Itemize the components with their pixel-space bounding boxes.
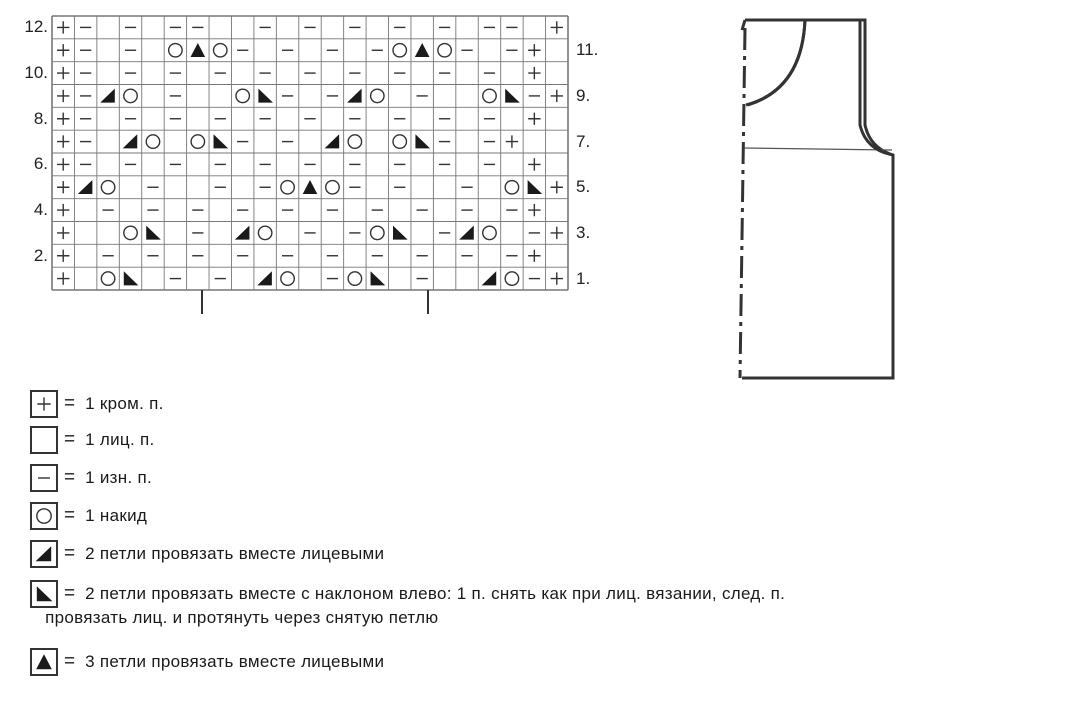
legend-text — [85, 426, 154, 452]
k2tog-icon — [325, 134, 340, 148]
legend-symbol — [30, 540, 58, 568]
armhole-line — [743, 148, 892, 150]
yarn-over-icon — [124, 89, 137, 102]
legend-item-yo — [30, 502, 147, 530]
ssk-icon — [393, 226, 408, 240]
garment-schematic — [720, 0, 920, 400]
edge-stitch-icon — [57, 67, 69, 79]
legend-text-line: 1 накид — [85, 506, 148, 525]
ssk-icon — [528, 180, 543, 194]
legend-text-line: 2 петли провязать вместе лицевыми — [85, 544, 385, 563]
yarn-over-icon — [37, 509, 51, 523]
k3tog-icon — [415, 43, 430, 57]
edge-stitch-icon — [528, 44, 540, 56]
row-number-3: 3. — [576, 222, 591, 242]
legend-item-knit — [30, 426, 155, 454]
legend-text — [85, 648, 384, 674]
row-number-9: 9. — [576, 85, 591, 105]
k2tog-icon — [78, 180, 93, 194]
row-number-11: 11. — [576, 40, 599, 60]
edge-stitch-icon — [57, 250, 69, 262]
legend-text — [85, 502, 147, 528]
knitting-chart — [0, 0, 600, 330]
row-number-7: 7. — [576, 131, 591, 151]
yarn-over-icon — [236, 89, 249, 102]
yarn-over-icon — [281, 272, 294, 285]
legend-equals: = — [64, 543, 76, 564]
legend-text-line: 2 петли провязать вместе с наклоном влево: 1 п. снять как при лиц. вязании, след. п. — [85, 584, 786, 603]
legend-item-k2tog — [30, 540, 384, 568]
yarn-over-icon — [146, 135, 159, 148]
yarn-over-icon — [169, 44, 182, 57]
legend-equals: = — [64, 505, 76, 526]
edge-stitch-icon — [551, 227, 563, 239]
garment-outline — [742, 20, 893, 378]
yarn-over-icon — [101, 272, 114, 285]
edge-stitch-icon — [506, 135, 518, 147]
legend-symbol — [30, 580, 58, 608]
legend-equals: = — [64, 583, 76, 604]
ssk-icon — [146, 226, 161, 240]
row-number-2: 2. — [33, 245, 48, 265]
yarn-over-icon — [214, 44, 227, 57]
ssk-icon — [415, 134, 430, 148]
edge-stitch-icon — [57, 113, 69, 125]
k3tog-icon — [36, 654, 52, 669]
legend-text-line: 1 кром. п. — [85, 394, 164, 413]
yarn-over-icon — [281, 181, 294, 194]
ssk-icon — [37, 586, 53, 601]
chart-grid — [52, 16, 568, 290]
legend-equals: = — [64, 393, 76, 414]
k3tog-icon — [303, 180, 318, 194]
legend-item-purl — [30, 464, 152, 492]
legend-symbol — [30, 502, 58, 530]
edge-stitch-icon — [528, 113, 540, 125]
legend-equals: = — [64, 429, 76, 450]
yarn-over-icon — [101, 181, 114, 194]
edge-stitch-icon — [551, 90, 563, 102]
row-number-6: 6. — [33, 154, 48, 174]
row-number-1: 1. — [576, 268, 591, 288]
yarn-over-icon — [348, 272, 361, 285]
edge-stitch-icon — [57, 21, 69, 33]
ssk-icon — [214, 134, 229, 148]
yarn-over-icon — [191, 135, 204, 148]
ssk-icon — [505, 89, 520, 103]
k2tog-icon — [482, 271, 497, 285]
yarn-over-icon — [438, 44, 451, 57]
legend-symbol — [30, 464, 58, 492]
ssk-icon — [124, 271, 139, 285]
k2tog-icon — [100, 89, 115, 103]
edge-stitch-icon — [528, 158, 540, 170]
legend-text — [85, 540, 384, 566]
k2tog-icon — [36, 546, 52, 561]
yarn-over-icon — [483, 89, 496, 102]
legend-symbol — [30, 426, 58, 454]
edge-stitch-icon — [57, 204, 69, 216]
edge-stitch-icon — [528, 67, 540, 79]
ssk-icon — [258, 89, 273, 103]
ssk-icon — [371, 271, 386, 285]
k2tog-icon — [347, 89, 362, 103]
yarn-over-icon — [371, 89, 384, 102]
neck-curve — [746, 20, 805, 105]
row-number-5: 5. — [576, 177, 591, 197]
row-number-12: 12. — [24, 17, 48, 37]
yarn-over-icon — [393, 135, 406, 148]
edge-stitch-icon — [551, 181, 563, 193]
k2tog-icon — [257, 271, 272, 285]
k2tog-icon — [459, 226, 474, 240]
edge-stitch-icon — [37, 397, 50, 410]
yarn-over-icon — [371, 226, 384, 239]
k2tog-icon — [235, 226, 250, 240]
legend-item-ssk — [30, 580, 785, 630]
edge-stitch-icon — [57, 272, 69, 284]
legend-item-edge — [30, 390, 164, 418]
yarn-over-icon — [483, 226, 496, 239]
edge-stitch-icon — [57, 181, 69, 193]
row-number-8: 8. — [33, 108, 48, 128]
legend-text — [85, 464, 152, 490]
legend-equals: = — [64, 651, 76, 672]
k2tog-icon — [123, 134, 138, 148]
edge-stitch-icon — [528, 204, 540, 216]
legend-text-line: провязать лиц. и протянуть через снятую петлю — [45, 608, 439, 627]
legend-text-line: 1 лиц. п. — [85, 430, 155, 449]
yarn-over-icon — [393, 44, 406, 57]
row-number-10: 10. — [24, 63, 48, 83]
row-number-4: 4. — [33, 200, 48, 220]
legend-text — [45, 580, 786, 630]
edge-stitch-icon — [57, 44, 69, 56]
edge-stitch-icon — [551, 272, 563, 284]
yarn-over-icon — [505, 181, 518, 194]
edge-stitch-icon — [57, 227, 69, 239]
yarn-over-icon — [348, 135, 361, 148]
legend-text-line: 1 изн. п. — [85, 468, 153, 487]
edge-stitch-icon — [551, 21, 563, 33]
legend-text — [85, 390, 164, 416]
legend-text-line: 3 петли провязать вместе лицевыми — [85, 652, 385, 671]
legend-symbol — [30, 390, 58, 418]
center-fold-line — [740, 28, 745, 378]
legend-equals: = — [64, 467, 76, 488]
edge-stitch-icon — [528, 250, 540, 262]
edge-stitch-icon — [57, 158, 69, 170]
k3tog-icon — [191, 43, 206, 57]
yarn-over-icon — [258, 226, 271, 239]
yarn-over-icon — [505, 272, 518, 285]
yarn-over-icon — [326, 181, 339, 194]
legend-symbol — [30, 648, 58, 676]
edge-stitch-icon — [57, 135, 69, 147]
edge-stitch-icon — [57, 90, 69, 102]
legend-item-k3tog — [30, 648, 384, 676]
yarn-over-icon — [124, 226, 137, 239]
